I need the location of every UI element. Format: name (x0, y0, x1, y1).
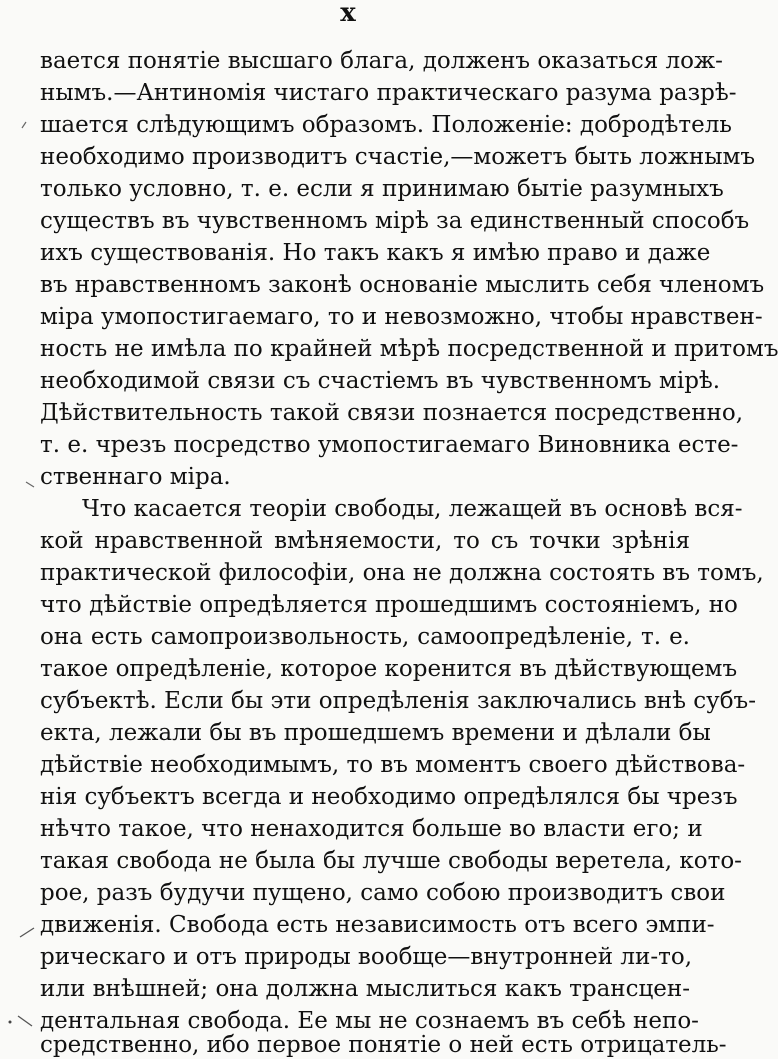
text-line: міра умопостигаемаго, то и невозможно, чтобы нравствен- (40, 304, 763, 330)
text-line: нѣчто такое, что ненаходится больше во власти его; и (40, 816, 703, 842)
text-line: существъ въ чувственномъ мірѣ за единственный способъ (40, 208, 750, 234)
text-line: такая свобода не была бы лучше свободы веретела, кото- (40, 848, 742, 874)
text-line: практической философіи, она не должна состоять въ томъ, (40, 560, 764, 586)
text-line: вается понятіе высшаго блага, долженъ оказаться лож- (40, 48, 723, 74)
text-line: ихъ существованія. Но такъ какъ я имѣю право и даже (40, 240, 711, 266)
text-line: ственнаго міра. (40, 464, 231, 490)
text-line: движенія. Свобода есть независимость отъ всего эмпи- (40, 912, 715, 938)
text-line: рическаго и отъ природы вообще—внутронней ли-то, (40, 944, 693, 970)
text-line: рое, разъ будучи пущено, само собою производитъ свои (40, 880, 726, 906)
text-line: необходимой связи съ счастіемъ въ чувственномъ мірѣ. (40, 368, 721, 394)
margin-pencil-mark (26, 482, 34, 487)
text-line: дентальная свобода. Ее мы не сознаемъ въ себѣ непо- (40, 1008, 699, 1034)
paragraph-first-line: Что касается теоріи свободы, лежащей въ основѣ вся- (82, 496, 743, 522)
text-line: только условно, т. е. если я принимаю бытіе разумныхъ (40, 176, 724, 202)
text-line: нымъ.—Антиномія чистаго практическаго разума разрѣ- (40, 80, 737, 106)
text-line: ность не имѣла по крайней мѣрѣ посредственной и притомъ (40, 336, 778, 362)
margin-marks (0, 0, 40, 1056)
margin-pencil-mark (18, 1016, 32, 1026)
text-line: или внѣшней; она должна мыслиться какъ трансцен- (40, 976, 691, 1002)
margin-pencil-mark (20, 928, 34, 937)
text-line: въ нравственномъ законѣ основаніе мыслить себя членомъ (40, 272, 765, 298)
text-line: кой нравственной вмѣняемости, то съ точки зрѣнія (40, 528, 690, 554)
text-line: такое опредѣленіе, которое коренится въ дѣйствующемъ (40, 656, 738, 682)
text-line: Дѣйствительность такой связи познается посредственно, (40, 400, 744, 426)
text-line: т. е. чрезъ посредство умопостигаемаго Виновника есте- (40, 432, 739, 458)
text-line: средственно, ибо первое понятіе о ней есть отрицатель- (40, 1032, 727, 1058)
text-line: дѣйствіе необходимымъ, то въ моментъ своего дѣйствова- (40, 752, 746, 778)
text-line: нія субъектъ всегда и необходимо опредѣлялся бы чрезъ (40, 784, 738, 810)
margin-dot (9, 1021, 12, 1024)
text-line: субъектѣ. Если бы эти опредѣленія заключались внѣ субъ- (40, 688, 756, 714)
text-line: шается слѣдующимъ образомъ. Положеніе: добродѣтель (40, 112, 732, 138)
text-line: что дѣйствіе опредѣляется прошедшимъ состояніемъ, но (40, 592, 738, 618)
text-line: екта, лежали бы въ прошедшемъ времени и дѣлали бы (40, 720, 711, 746)
text-line: необходимо производитъ счастіе,—можетъ быть ложнымъ (40, 144, 756, 170)
page-number: x (340, 0, 356, 28)
text-line: она есть самопроизвольность, самоопредѣленіе, т. е. (40, 624, 690, 650)
margin-pencil-mark (22, 122, 26, 128)
